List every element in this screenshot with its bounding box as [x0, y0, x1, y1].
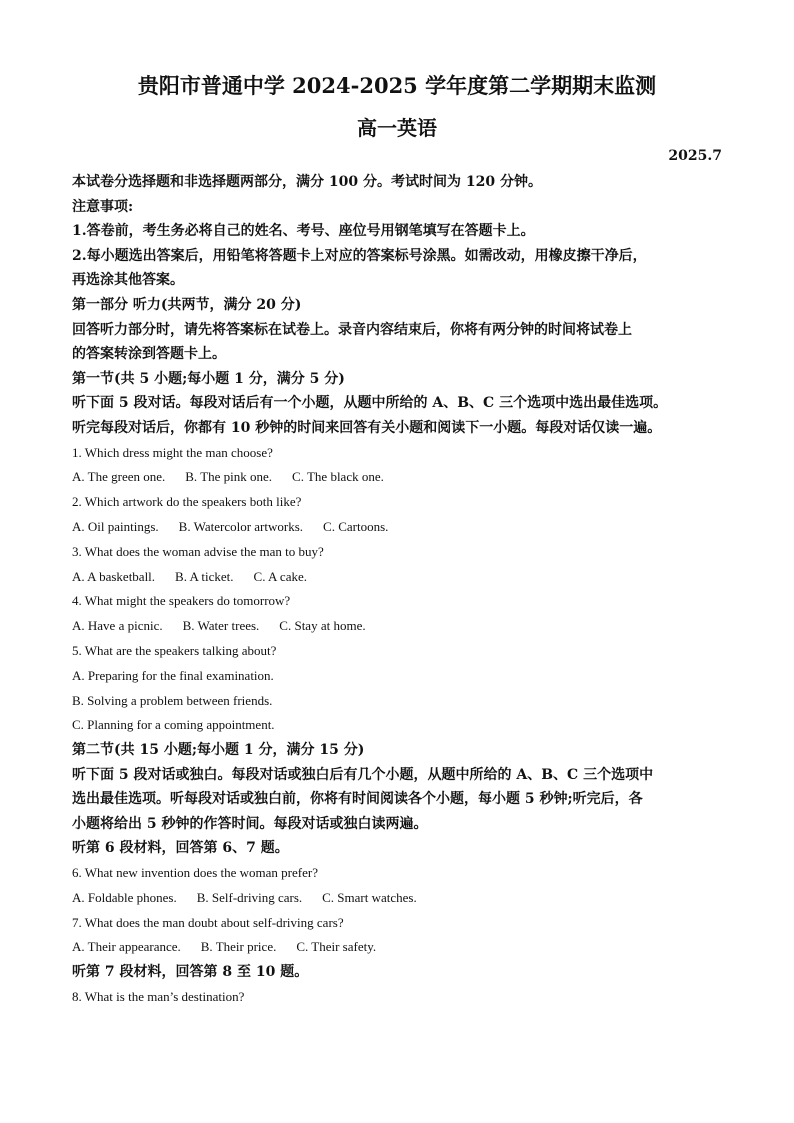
question-5-option-c: C. Planning for a coming appointment. [72, 717, 275, 733]
question-5-option-b: B. Solving a problem between friends. [72, 692, 273, 708]
question-6: 6. What new invention does the woman prefer? [72, 865, 318, 881]
section1-heading: 第一节(共 5 小题;每小题 1 分，满分 5 分) [72, 370, 345, 387]
option-b: B. Water trees. [182, 618, 260, 634]
section1-desc-line-2: 听完每段对话后，你都有 10 秒钟的时间来回答有关小题和阅读下一小题。每段对话仅读一遍。 [72, 419, 662, 436]
material-6-heading: 听第 6 段材料，回答第 6、7 题。 [72, 840, 289, 857]
part1-heading: 第一部分 听力(共两节，满分 20 分) [72, 296, 302, 313]
option-a: A. A basketball. [72, 568, 156, 584]
question-7-options [72, 935, 734, 960]
option-b: B. Watercolor artworks. [178, 518, 304, 534]
part1-desc-line-1: 回答听力部分时，请先将答案标在试卷上。录音内容结束后，你将有两分钟的时间将试卷上 [72, 321, 632, 338]
question-7: 7. What does the man doubt about self-driving cars? [72, 914, 344, 930]
notes-heading: 注意事项: [72, 198, 134, 215]
question-1: 1. Which dress might the man choose? [72, 444, 273, 460]
note-1: 1.答卷前，考生务必将自己的姓名、考号、座位号用钢笔填写在答题卡上。 [72, 223, 535, 240]
question-5-option-a: A. Preparing for the final examination. [72, 667, 274, 683]
option-a: A. The green one. [72, 469, 166, 485]
option-b: B. The pink one. [185, 469, 273, 485]
option-c: C. Smart watches. [322, 889, 417, 905]
section2-heading: 第二节(共 15 小题;每小题 1 分，满分 15 分) [72, 742, 365, 759]
option-c: C. Their safety. [296, 939, 377, 955]
option-a: A. Have a picnic. [72, 618, 163, 634]
option-b: B. Their price. [200, 939, 277, 955]
question-2-options [72, 515, 734, 540]
exam-title: 贵阳市普通中学 2024-2025 学年度第二学期期末监测 [137, 73, 657, 98]
question-5: 5. What are the speakers talking about? [72, 642, 277, 658]
option-c: C. The black one. [292, 469, 384, 485]
exam-date: 2025.7 [668, 148, 722, 164]
question-6-options [72, 886, 734, 911]
intro-text: 本试卷分选择题和非选择题两部分，满分 100 分。考试时间为 120 分钟。 [72, 174, 542, 190]
question-3: 3. What does the woman advise the man to buy? [72, 543, 324, 559]
question-4-options [72, 614, 734, 639]
option-a: A. Oil paintings. [72, 518, 159, 534]
section2-desc-line-1: 听下面 5 段对话或独白。每段对话或独白后有几个小题，从题中所给的 A、B、C 三个选项中 [72, 766, 654, 783]
question-3-options [72, 565, 734, 590]
option-a: A. Their appearance. [72, 939, 181, 955]
option-b: B. Self-driving cars. [196, 889, 303, 905]
question-4: 4. What might the speakers do tomorrow? [72, 593, 291, 609]
material-7-heading: 听第 7 段材料，回答第 8 至 10 题。 [72, 964, 309, 981]
exam-subject: 高一英语 [357, 116, 437, 140]
option-b: B. A ticket. [175, 568, 234, 584]
question-2: 2. Which artwork do the speakers both like? [72, 494, 302, 510]
exam-body [72, 170, 734, 1010]
section1-desc-line-1: 听下面 5 段对话。每段对话后有一个小题，从题中所给的 A、B、C 三个选项中选出最佳选项。 [72, 395, 668, 412]
section2-desc-line-3: 小题将给出 5 秒钟的作答时间。每段对话或独白读两遍。 [72, 815, 428, 832]
question-1-options [72, 465, 734, 490]
question-8: 8. What is the man’s destination? [72, 988, 245, 1004]
note-2-line-1: 2.每小题选出答案后，用铅笔将答题卡上对应的答案标号涂黑。如需改动，用橡皮擦干净后， [72, 247, 647, 264]
option-a: A. Foldable phones. [72, 889, 177, 905]
option-c: C. Stay at home. [279, 618, 366, 634]
note-2-line-2: 再选涂其他答案。 [72, 272, 184, 289]
option-c: C. Cartoons. [323, 518, 389, 534]
section2-desc-line-2: 选出最佳选项。听每段对话或独白前，你将有时间阅读各个小题，每小题 5 秒钟;听完后，各 [72, 791, 643, 808]
part1-desc-line-2: 的答案转涂到答题卡上。 [72, 346, 226, 363]
option-c: C. A cake. [253, 568, 307, 584]
